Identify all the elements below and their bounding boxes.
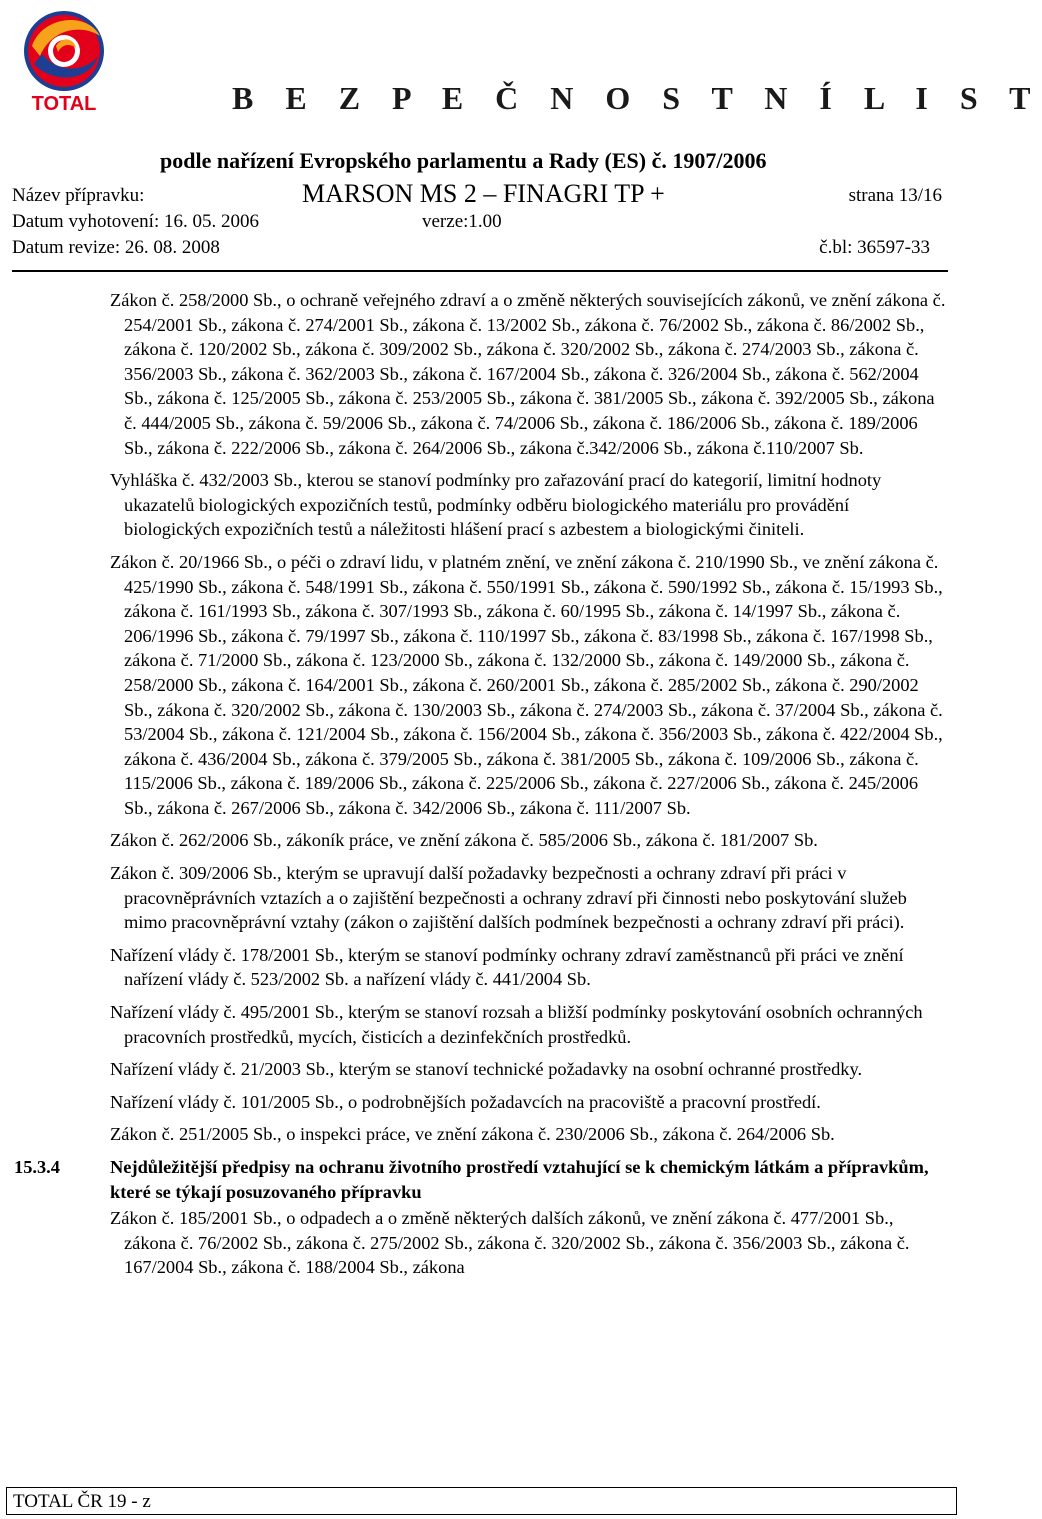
paragraph: Nařízení vlády č. 495/2001 Sb., kterým se stanoví rozsah a bližší podmínky poskytování osobních ochranných pracovních prostředků, mycích, čisticích a dezinfekčních prostředků. [110, 1002, 923, 1047]
version: verze:1.00 [422, 211, 502, 232]
page-number: strana 13/16 [848, 185, 942, 206]
header-divider [12, 270, 948, 272]
document-body [0, 288, 960, 1288]
paragraph: Vyhláška č. 432/2003 Sb., kterou se stanoví podmínky pro zařazování prací do kategorií, limitní hodnoty ukazatelů biologických expozičních testů, podmínky odběru biologického materiálu pro provádění biologických expozičních testů a náležitosti hlášení prací s azbestem a biologickými činiteli. [110, 470, 882, 540]
paragraph: Zákon č. 20/1966 Sb., o péči o zdraví lidu, v platném znění, ve znění zákona č. 210/1990 Sb., ve znění zákona č. 425/1990 Sb., zákona č. 548/1991 Sb., zákona č. 550/1991 Sb., zákona č. 590/1992 Sb., zákona č. 15/1993 Sb., zákona č. 161/1993 Sb., zákona č. 307/1993 Sb., zákona č. 60/1995 Sb., zákona č. 14/1997 Sb., zákona č. 206/1996 Sb., zákona č. 79/1997 Sb., zákona č. 110/1997 Sb., zákona č. 83/1998 Sb., zákona č. 167/1998 Sb., zákona č. 71/2000 Sb., zákona č. 123/2000 Sb., zákona č. 132/2000 Sb., zákona č. 149/2000 Sb., zákona č. 258/2000 Sb., zákona č. 164/2001 Sb., zákona č. 260/2001 Sb., zákona č. 285/2002 Sb., zákona č. 290/2002 Sb., zákona č. 320/2002 Sb., zákona č. 130/2003 Sb., zákona č. 274/2003 Sb., zákona č. 37/2004 Sb., zákona č. 53/2004 Sb., zákona č. 121/2004 Sb., zákona č. 156/2004 Sb., zákona č. 356/2003 Sb., zákona č. 422/2004 Sb., zákona č. 436/2004 Sb., zákona č. 379/2005 Sb., zákona č. 381/2005 Sb., zákona č. 109/2006 Sb., zákona č. 115/2006 Sb., zákona č. 189/2006 Sb., zákona č. 225/2006 Sb., zákona č. 227/2006 Sb., zákona č. 245/2006 Sb., zákona č. 267/2006 Sb., zákona č. 342/2006 Sb., zákona č. 111/2007 Sb. [110, 551, 943, 818]
total-logo-text: TOTAL [31, 93, 97, 115]
regulation-subtitle: podle nařízení Evropského parlamentu a Rady (ES) č. 1907/2006 [160, 148, 767, 173]
paragraph: Nařízení vlády č. 101/2005 Sb., o podrobnějších požadavcích na pracoviště a pracovní prostředí. [110, 1091, 821, 1112]
sheet-number: č.bl: 36597-33 [819, 237, 930, 258]
paragraph: Nařízení vlády č. 21/2003 Sb., kterým se stanoví technické požadavky na osobní ochranné prostředky. [110, 1059, 863, 1080]
total-swirl-icon [24, 11, 104, 91]
product-label: Název přípravku: [12, 185, 145, 206]
paragraph: Zákon č. 262/2006 Sb., zákoník práce, ve znění zákona č. 585/2006 Sb., zákona č. 181/2007 Sb. [110, 830, 818, 851]
section-heading-text: Nejdůležitější předpisy na ochranu životního prostředí vztahující se k chemickým látkám a přípravkům, které se týkají posuzovaného přípravku [110, 1157, 929, 1202]
paragraph: Nařízení vlády č. 178/2001 Sb., kterým se stanoví podmínky ochrany zdraví zaměstnanců při práci ve znění nařízení vlády č. 523/2002 Sb. a nařízení vlády č. 441/2004 Sb. [110, 944, 904, 990]
footer-text: TOTAL ČR 19 - z [13, 1491, 151, 1512]
product-name: MARSON MS 2 – FINAGRI TP + [302, 179, 665, 208]
total-logo [12, 6, 116, 118]
created-date: Datum vyhotovení: 16. 05. 2006 [12, 211, 259, 232]
paragraph: Zákon č. 185/2001 Sb., o odpadech a o změně některých dalších zákonů, ve znění zákona č. 477/2001 Sb., zákona č. 76/2002 Sb., zákona č. 275/2002 Sb., zákona č. 320/2002 Sb., zákona č. 356/2003 Sb., zákona č. 167/2004 Sb., zákona č. 188/2004 Sb., zákona [110, 1208, 910, 1278]
revision-date: Datum revize: 26. 08. 2008 [12, 237, 220, 258]
paragraph: Zákon č. 251/2005 Sb., o inspekci práce, ve znění zákona č. 230/2006 Sb., zákona č. 264/2006 Sb. [110, 1124, 835, 1145]
paragraph: Zákon č. 258/2000 Sb., o ochraně veřejného zdraví a o změně některých souvisejících zákonů, ve znění zákona č. 254/2001 Sb., zákona č. 274/2001 Sb., zákona č. 13/2002 Sb., zákona č. 76/2002 Sb., zákona č. 86/2002 Sb., zákona č. 120/2002 Sb., zákona č. 309/2002 Sb., zákona č. 320/2002 Sb., zákona č. 274/2003 Sb., zákona č. 356/2003 Sb., zákona č. 362/2003 Sb., zákona č. 167/2004 Sb., zákona č. 326/2004 Sb., zákona č. 562/2004 Sb., zákona č. 125/2005 Sb., zákona č. 253/2005 Sb., zákona č. 381/2005 Sb., zákona č. 392/2005 Sb., zákona č. 444/2005 Sb., zákona č. 59/2006 Sb., zákona č. 74/2006 Sb., zákona č. 186/2006 Sb., zákona č. 189/2006 Sb., zákona č. 222/2006 Sb., zákona č. 264/2006 Sb., zákona č.342/2006 Sb., zákona č.110/2007 Sb. [110, 290, 946, 458]
document-title: B E Z P E Č N O S T N Í L I S T [232, 80, 1042, 116]
section-heading [14, 1155, 940, 1204]
paragraph: Zákon č. 309/2006 Sb., kterým se upravují další požadavky bezpečnosti a ochrany zdraví při práci v pracovněprávních vztazích a o zajištění bezpečnosti a ochrany zdraví při činnosti nebo poskytování služeb mimo pracovněprávní vztahy (zákon o zajištění dalších podmínek bezpečnosti a ochrany zdraví při práci). [110, 863, 907, 933]
section-number: 15.3.4 [14, 1157, 60, 1177]
footer-box [6, 1487, 957, 1515]
